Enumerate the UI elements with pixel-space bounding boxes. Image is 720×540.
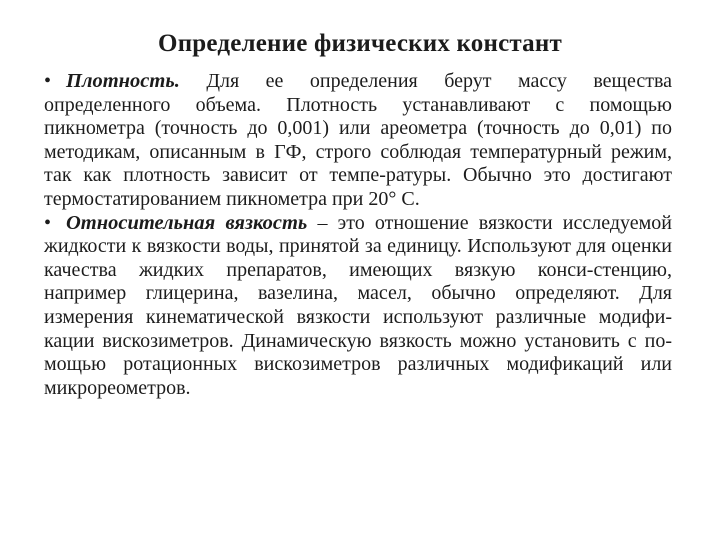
bullet-marker: • — [44, 211, 52, 234]
content-body — [44, 70, 672, 400]
list-item-density — [44, 70, 672, 212]
density-text: Для ее определения берут массу вещества определенного объема. Плотность устанавливают с помощью пикнометра (точность до 0,001) или ареометра (точность до 0,01) по методикам, описанным в ГФ, строго соблюдая температурный режим, так как плотность зависит от темпе-ратуры. Обычно это достигают термостатированием пикнометра при 20° С. — [44, 70, 672, 210]
term-density: Плотность. — [66, 70, 180, 92]
bullet-marker: • — [44, 70, 52, 92]
relative-viscosity-text: – это отношение вязкости исследуемой жидкости к вязкости воды, принятой за единицу. Используют для оценки качества жидких препаратов, имеющих вязкую конси-стенцию, например глицерина, вазелина, масел, обычно определяют. Для измерения кинематической вязкости используют различные модифи-кации вискозиметров. Динамическую вязкость можно установить с по-мощью ротационных вискозиметров различных модификаций или микрореометров. — [44, 211, 672, 399]
list-item-relative-viscosity — [44, 212, 672, 401]
term-relative-viscosity: Относительная вязкость — [66, 211, 308, 234]
page-title: Определение физических констант — [158, 30, 562, 57]
